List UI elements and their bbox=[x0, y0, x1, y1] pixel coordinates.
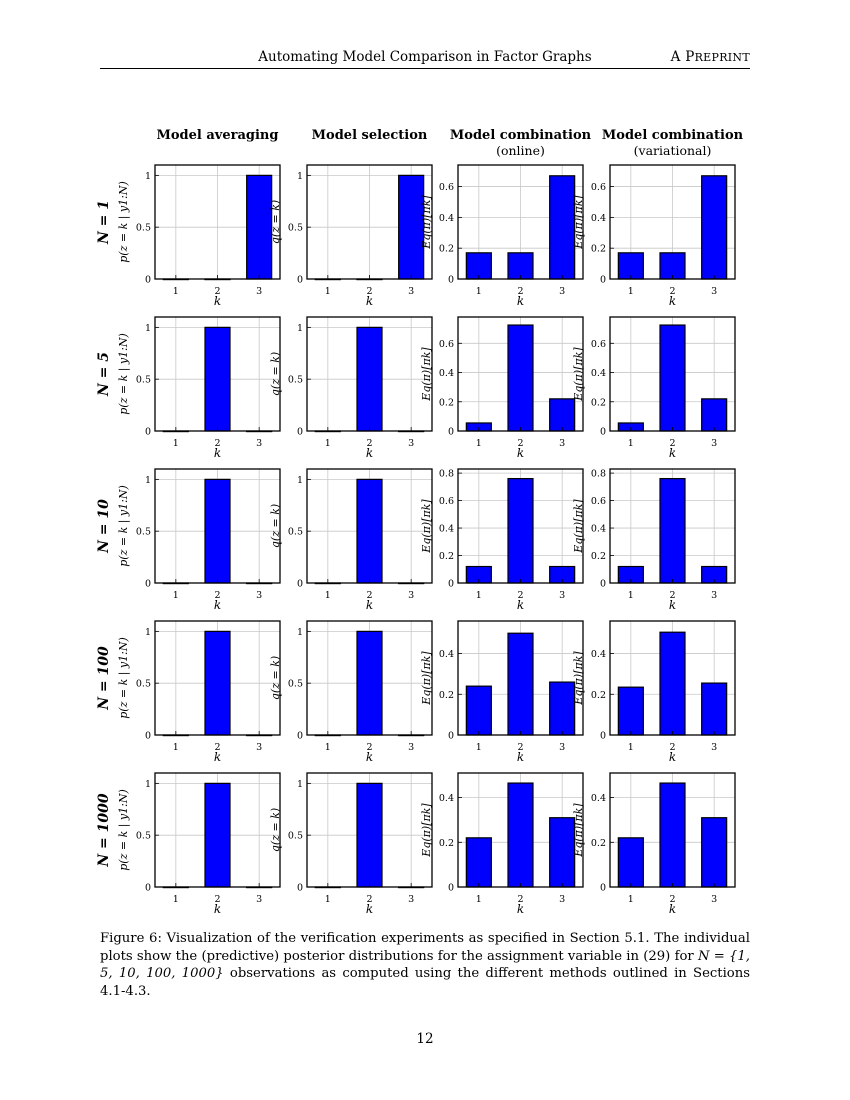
bar bbox=[205, 783, 230, 887]
bar bbox=[466, 686, 491, 735]
x-axis-label: k bbox=[516, 750, 525, 764]
x-axis-label: k bbox=[213, 750, 222, 764]
y-tick-label: 0.5 bbox=[135, 830, 151, 842]
y-tick-label: 0 bbox=[599, 274, 606, 286]
bar bbox=[550, 176, 575, 279]
x-tick-label: 3 bbox=[256, 286, 263, 297]
bar-chart bbox=[420, 773, 583, 916]
x-tick-label: 1 bbox=[324, 590, 331, 601]
y-tick-label: 0 bbox=[144, 426, 151, 438]
bar-chart bbox=[572, 469, 735, 612]
column-subtitle: (variational) bbox=[633, 143, 712, 158]
bar-chart bbox=[420, 317, 583, 460]
y-tick-label: 0.4 bbox=[438, 212, 454, 224]
y-tick-label: 0.6 bbox=[438, 182, 454, 194]
x-axis-label: k bbox=[668, 294, 677, 308]
x-tick-label: 2 bbox=[366, 590, 373, 601]
running-header bbox=[100, 48, 750, 69]
y-tick-label: 0.5 bbox=[135, 678, 151, 690]
x-tick-label: 3 bbox=[711, 894, 718, 905]
y-tick-label: 0.5 bbox=[135, 526, 151, 538]
x-axis-label: k bbox=[213, 446, 222, 460]
x-tick-label: 3 bbox=[408, 894, 415, 905]
x-tick-label: 2 bbox=[366, 742, 373, 753]
x-tick-label: 3 bbox=[711, 286, 718, 297]
x-tick-label: 3 bbox=[256, 590, 263, 601]
x-tick-label: 1 bbox=[475, 894, 482, 905]
y-tick-label: 0 bbox=[296, 426, 303, 438]
row-label: N = 1000 bbox=[96, 793, 112, 867]
bar bbox=[357, 327, 382, 431]
y-tick-label: 0 bbox=[599, 578, 606, 590]
bar bbox=[702, 818, 727, 887]
y-tick-label: 0 bbox=[447, 274, 454, 286]
bar-chart bbox=[572, 317, 735, 460]
y-tick-label: 0.2 bbox=[438, 689, 454, 701]
bar bbox=[205, 327, 230, 431]
bar bbox=[466, 838, 491, 887]
y-tick-label: 0.6 bbox=[590, 338, 606, 350]
x-tick-label: 1 bbox=[475, 590, 482, 601]
caption-math: N = {1, 5, 10, 100, 1000} bbox=[100, 948, 751, 981]
bar-chart bbox=[269, 165, 432, 308]
y-tick-label: 0.4 bbox=[590, 523, 606, 535]
y-tick-label: 0.2 bbox=[590, 551, 606, 563]
y-tick-label: 0 bbox=[447, 578, 454, 590]
y-axis-label: q(z = k) bbox=[269, 807, 282, 853]
y-tick-label: 0.2 bbox=[590, 243, 606, 255]
x-tick-label: 3 bbox=[256, 894, 263, 905]
y-tick-label: 0 bbox=[144, 882, 151, 894]
x-tick-label: 1 bbox=[627, 742, 634, 753]
caption-text-2: observations as computed using the different methods outlined in Sections 4.1-4.3. bbox=[100, 966, 750, 999]
y-axis-label: Eq(π)[πk] bbox=[420, 195, 433, 249]
y-tick-label: 0.4 bbox=[590, 368, 606, 380]
y-tick-label: 0.4 bbox=[438, 368, 454, 380]
bar bbox=[508, 479, 533, 583]
x-tick-label: 1 bbox=[475, 286, 482, 297]
x-axis-label: k bbox=[365, 598, 374, 612]
x-tick-label: 1 bbox=[627, 438, 634, 449]
bar bbox=[618, 687, 643, 735]
x-tick-label: 2 bbox=[517, 438, 524, 449]
bar-chart bbox=[117, 165, 280, 308]
y-tick-label: 1 bbox=[144, 474, 151, 486]
y-axis-label: Eq(π)[πk] bbox=[572, 347, 585, 401]
y-axis-label: Eq(π)[πk] bbox=[572, 195, 585, 249]
y-tick-label: 1 bbox=[296, 170, 303, 182]
x-tick-label: 2 bbox=[669, 286, 676, 297]
row-label: N = 5 bbox=[96, 351, 112, 397]
x-axis-label: k bbox=[516, 446, 525, 460]
x-tick-label: 2 bbox=[517, 742, 524, 753]
x-tick-label: 2 bbox=[517, 590, 524, 601]
y-tick-label: 1 bbox=[144, 626, 151, 638]
y-tick-label: 0.4 bbox=[438, 649, 454, 661]
y-tick-label: 0 bbox=[447, 882, 454, 894]
y-tick-label: 0 bbox=[599, 426, 606, 438]
x-tick-label: 1 bbox=[324, 286, 331, 297]
bar bbox=[205, 479, 230, 583]
y-tick-label: 0.5 bbox=[287, 374, 303, 386]
y-axis-label: Eq(π)[πk] bbox=[420, 651, 433, 705]
bar bbox=[508, 783, 533, 887]
bar-chart bbox=[117, 621, 280, 764]
bar bbox=[660, 632, 685, 735]
bar bbox=[205, 631, 230, 735]
bar-chart bbox=[572, 773, 735, 916]
x-axis-label: k bbox=[365, 750, 374, 764]
y-tick-label: 0.6 bbox=[438, 496, 454, 508]
x-tick-label: 3 bbox=[559, 590, 566, 601]
bar bbox=[247, 175, 272, 279]
y-axis-label: Eq(π)[πk] bbox=[420, 347, 433, 401]
y-tick-label: 0 bbox=[599, 730, 606, 742]
y-axis-label: p(z = k | y1:N) bbox=[117, 181, 130, 263]
x-tick-label: 1 bbox=[475, 742, 482, 753]
header-preprint bbox=[671, 49, 750, 65]
y-tick-label: 0.6 bbox=[590, 182, 606, 194]
x-tick-label: 3 bbox=[711, 438, 718, 449]
bar bbox=[550, 399, 575, 431]
x-tick-label: 3 bbox=[408, 590, 415, 601]
x-tick-label: 3 bbox=[408, 286, 415, 297]
y-tick-label: 0.5 bbox=[287, 830, 303, 842]
y-tick-label: 1 bbox=[296, 778, 303, 790]
y-tick-label: 0.5 bbox=[287, 526, 303, 538]
bar-chart bbox=[269, 773, 432, 916]
x-tick-label: 1 bbox=[172, 894, 179, 905]
y-tick-label: 0.4 bbox=[590, 793, 606, 805]
x-tick-label: 2 bbox=[669, 742, 676, 753]
x-tick-label: 2 bbox=[669, 438, 676, 449]
x-tick-label: 1 bbox=[324, 894, 331, 905]
y-tick-label: 1 bbox=[296, 474, 303, 486]
header-title: Automating Model Comparison in Factor Graphs bbox=[258, 49, 592, 65]
bar bbox=[660, 479, 685, 583]
bar-chart bbox=[420, 165, 583, 308]
y-tick-label: 0.2 bbox=[438, 551, 454, 563]
y-tick-label: 0.2 bbox=[438, 837, 454, 849]
y-tick-label: 0.2 bbox=[590, 397, 606, 409]
y-tick-label: 0.2 bbox=[590, 837, 606, 849]
x-axis-label: k bbox=[365, 294, 374, 308]
y-tick-label: 0 bbox=[144, 730, 151, 742]
y-tick-label: 0.5 bbox=[287, 678, 303, 690]
bar-chart bbox=[117, 469, 280, 612]
y-tick-label: 0.6 bbox=[438, 338, 454, 350]
x-tick-label: 3 bbox=[559, 438, 566, 449]
page-number: 12 bbox=[416, 1031, 434, 1047]
bar bbox=[702, 683, 727, 735]
column-title: Model selection bbox=[311, 128, 428, 143]
x-tick-label: 2 bbox=[517, 286, 524, 297]
y-tick-label: 1 bbox=[296, 626, 303, 638]
y-tick-label: 0.5 bbox=[135, 374, 151, 386]
y-axis-label: p(z = k | y1:N) bbox=[117, 637, 130, 719]
x-tick-label: 1 bbox=[475, 438, 482, 449]
row-label: N = 1 bbox=[96, 199, 112, 245]
y-tick-label: 0.4 bbox=[438, 793, 454, 805]
figure-caption bbox=[100, 930, 750, 1000]
x-tick-label: 2 bbox=[214, 590, 221, 601]
x-tick-label: 1 bbox=[627, 894, 634, 905]
x-tick-label: 2 bbox=[366, 438, 373, 449]
bar bbox=[357, 783, 382, 887]
y-tick-label: 0 bbox=[144, 578, 151, 590]
y-tick-label: 1 bbox=[296, 322, 303, 334]
bar-chart bbox=[117, 317, 280, 460]
y-axis-label: q(z = k) bbox=[269, 655, 282, 701]
x-tick-label: 1 bbox=[172, 590, 179, 601]
bar-chart bbox=[269, 621, 432, 764]
y-tick-label: 0 bbox=[447, 426, 454, 438]
y-tick-label: 0 bbox=[144, 274, 151, 286]
y-tick-label: 0 bbox=[296, 882, 303, 894]
x-axis-label: k bbox=[516, 294, 525, 308]
bar-chart bbox=[420, 621, 583, 764]
bar-chart bbox=[572, 621, 735, 764]
bar bbox=[618, 838, 643, 887]
y-tick-label: 0.4 bbox=[590, 212, 606, 224]
bar bbox=[702, 399, 727, 431]
row-label: N = 100 bbox=[96, 646, 112, 710]
y-axis-label: Eq(π)[πk] bbox=[572, 803, 585, 857]
caption-text-1: Visualization of the verification experiments as specified in Section 5.1. The individual plots show the (predictive) posterior distributions for the assignment variable in (29) for bbox=[100, 931, 750, 964]
y-tick-label: 0.2 bbox=[438, 243, 454, 255]
x-axis-label: k bbox=[516, 598, 525, 612]
x-tick-label: 1 bbox=[324, 438, 331, 449]
x-tick-label: 3 bbox=[559, 894, 566, 905]
x-axis-label: k bbox=[668, 902, 677, 916]
y-axis-label: q(z = k) bbox=[269, 503, 282, 549]
y-tick-label: 0.8 bbox=[438, 468, 454, 480]
bar-chart bbox=[269, 317, 432, 460]
x-tick-label: 2 bbox=[214, 894, 221, 905]
y-tick-label: 0.2 bbox=[438, 397, 454, 409]
column-title: Model combination bbox=[449, 128, 592, 143]
x-tick-label: 2 bbox=[214, 286, 221, 297]
x-tick-label: 3 bbox=[256, 742, 263, 753]
y-axis-label: q(z = k) bbox=[269, 199, 282, 245]
x-axis-label: k bbox=[365, 902, 374, 916]
x-tick-label: 2 bbox=[517, 894, 524, 905]
x-tick-label: 3 bbox=[408, 438, 415, 449]
y-axis-label: Eq(π)[πk] bbox=[572, 499, 585, 553]
y-tick-label: 0 bbox=[296, 578, 303, 590]
x-tick-label: 2 bbox=[669, 894, 676, 905]
bar-chart bbox=[572, 165, 735, 308]
x-tick-label: 1 bbox=[324, 742, 331, 753]
x-tick-label: 2 bbox=[366, 894, 373, 905]
x-tick-label: 1 bbox=[627, 590, 634, 601]
y-axis-label: q(z = k) bbox=[269, 351, 282, 397]
bar bbox=[660, 783, 685, 887]
y-axis-label: p(z = k | y1:N) bbox=[117, 485, 130, 567]
bar bbox=[550, 818, 575, 887]
bar-chart bbox=[117, 773, 280, 916]
y-axis-label: Eq(π)[πk] bbox=[572, 651, 585, 705]
bar bbox=[660, 325, 685, 431]
x-axis-label: k bbox=[668, 446, 677, 460]
x-axis-label: k bbox=[213, 598, 222, 612]
y-axis-label: p(z = k | y1:N) bbox=[117, 789, 130, 871]
x-tick-label: 1 bbox=[172, 742, 179, 753]
y-axis-label: p(z = k | y1:N) bbox=[117, 333, 130, 415]
x-axis-label: k bbox=[516, 902, 525, 916]
bar bbox=[508, 325, 533, 431]
y-tick-label: 0 bbox=[599, 882, 606, 894]
caption-label: Figure 6: bbox=[100, 931, 162, 946]
y-tick-label: 0.4 bbox=[590, 649, 606, 661]
x-axis-label: k bbox=[668, 750, 677, 764]
column-title: Model combination bbox=[601, 128, 744, 143]
row-label: N = 10 bbox=[96, 499, 112, 553]
y-tick-label: 0.2 bbox=[590, 689, 606, 701]
x-tick-label: 3 bbox=[711, 590, 718, 601]
header-preprint-rest: REPRINT bbox=[694, 51, 750, 64]
x-tick-label: 2 bbox=[669, 590, 676, 601]
x-axis-label: k bbox=[668, 598, 677, 612]
x-tick-label: 1 bbox=[627, 286, 634, 297]
y-tick-label: 0 bbox=[296, 274, 303, 286]
x-tick-label: 2 bbox=[214, 438, 221, 449]
column-subtitle: (online) bbox=[496, 143, 545, 158]
x-axis-label: k bbox=[365, 446, 374, 460]
bar bbox=[508, 633, 533, 735]
bar bbox=[357, 479, 382, 583]
y-axis-label: Eq(π)[πk] bbox=[420, 499, 433, 553]
header-preprint-first: A P bbox=[670, 49, 695, 65]
column-title: Model averaging bbox=[156, 128, 279, 143]
bar-chart bbox=[420, 469, 583, 612]
y-tick-label: 0.5 bbox=[287, 222, 303, 234]
y-tick-label: 1 bbox=[144, 778, 151, 790]
bar bbox=[550, 682, 575, 735]
y-tick-label: 0 bbox=[447, 730, 454, 742]
x-tick-label: 3 bbox=[559, 286, 566, 297]
x-tick-label: 3 bbox=[711, 742, 718, 753]
y-tick-label: 0.8 bbox=[590, 468, 606, 480]
x-axis-label: k bbox=[213, 294, 222, 308]
x-tick-label: 2 bbox=[366, 286, 373, 297]
x-axis-label: k bbox=[213, 902, 222, 916]
bar bbox=[357, 631, 382, 735]
x-tick-label: 2 bbox=[214, 742, 221, 753]
y-tick-label: 0.6 bbox=[590, 496, 606, 508]
x-tick-label: 3 bbox=[256, 438, 263, 449]
y-tick-label: 0 bbox=[296, 730, 303, 742]
bar bbox=[702, 176, 727, 279]
bar-chart bbox=[269, 469, 432, 612]
y-axis-label: Eq(π)[πk] bbox=[420, 803, 433, 857]
y-tick-label: 1 bbox=[144, 170, 151, 182]
x-tick-label: 3 bbox=[559, 742, 566, 753]
figure-6 bbox=[96, 120, 750, 930]
x-tick-label: 1 bbox=[172, 438, 179, 449]
y-tick-label: 0.5 bbox=[135, 222, 151, 234]
y-tick-label: 1 bbox=[144, 322, 151, 334]
x-tick-label: 3 bbox=[408, 742, 415, 753]
y-tick-label: 0.4 bbox=[438, 523, 454, 535]
x-tick-label: 1 bbox=[172, 286, 179, 297]
